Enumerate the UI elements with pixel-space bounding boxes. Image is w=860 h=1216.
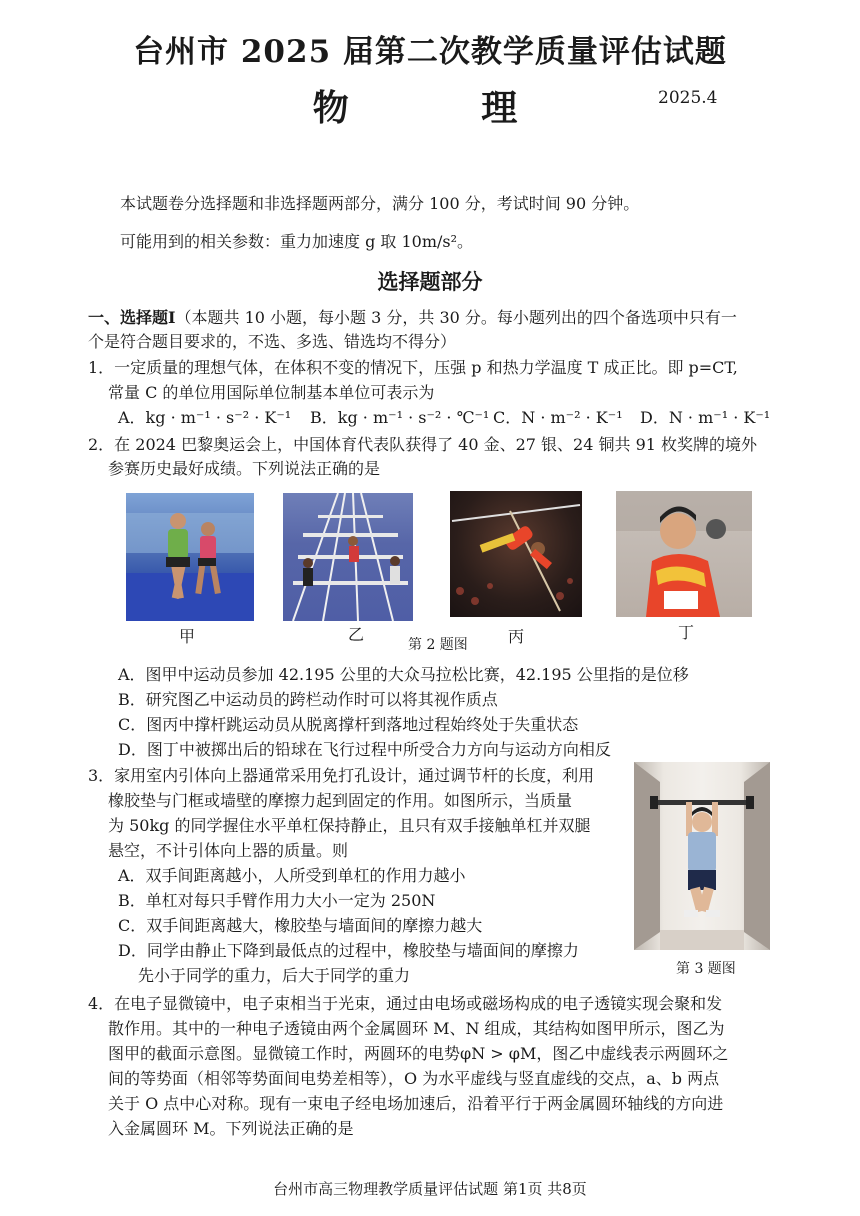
q4-stem-5: 关于 O 点中心对称。现有一束电子经电场加速后，沿着平行于两金属圆环轴线的方向进	[108, 1094, 724, 1113]
q3-option-b: B．单杠对每只手臂作用力大小一定为 250N	[118, 891, 436, 910]
q2-option-b: B．研究图乙中运动员的跨栏动作时可以将其视作质点	[118, 690, 498, 709]
q1-option-d: D．N · m⁻¹ · K⁻¹	[640, 408, 771, 427]
photo-label-jia: 甲	[179, 627, 196, 646]
q2-stem-2: 参赛历史最好成绩。下列说法正确的是	[108, 459, 381, 478]
subject-title: 物 理	[312, 87, 578, 129]
q2-option-d: D．图丁中被掷出后的铅球在飞行过程中所受合力方向与运动方向相反	[118, 740, 611, 759]
photo-label-yi: 乙	[348, 625, 365, 644]
exam-title: 台州市 2025 届第二次教学质量评估试题	[133, 34, 727, 70]
q3-option-a: A．双手间距离越小，人所受到单杠的作用力越小	[118, 866, 466, 885]
q4-stem-4: 间的等势面（相邻等势面间电势差相等），O 为水平虚线与竖直虚线的交点，a、b 两点	[108, 1069, 720, 1088]
page-footer: 台州市高三物理教学质量评估试题 第1页 共8页	[273, 1180, 587, 1198]
part1-heading-line-1	[88, 306, 737, 330]
q4-stem-3: 图甲的截面示意图。显微镜工作时，两圆环的电势φN > φM，图乙中虚线表示两圆环之	[108, 1044, 729, 1063]
q2-stem-1: 2．在 2024 巴黎奥运会上，中国体育代表队获得了 40 金、27 银、24 铜共 91 枚奖牌的境外	[88, 435, 758, 454]
q4-stem-2: 散作用。其中的一种电子透镜由两个金属圆环 M、N 组成，其结构如图甲所示，图乙为	[108, 1019, 725, 1038]
q3-stem-4: 悬空，不计引体向上器的质量。则	[108, 841, 349, 860]
q2-option-c: C．图丙中撑杆跳运动员从脱离撑杆到落地过程始终处于失重状态	[118, 715, 579, 734]
q3-stem-2: 橡胶垫与门框或墙壁的摩擦力起到固定的作用。如图所示，当质量	[108, 791, 573, 810]
q4-stem-6: 入金属圆环 M。下列说法正确的是	[108, 1119, 354, 1138]
intro-line-2: 可能用到的相关参数：重力加速度 g 取 10m/s²。	[120, 232, 474, 251]
q1-stem-2: 常量 C 的单位用国际单位制基本单位可表示为	[108, 383, 435, 402]
q3-stem-3: 为 50kg 的同学握住水平单杠保持静止，且只有双手接触单杠并双腿	[108, 816, 591, 835]
q2-option-a: A．图甲中运动员参加 42.195 公里的大众马拉松比赛，42.195 公里指的是位移	[118, 665, 689, 684]
exam-date: 2025.4	[658, 88, 718, 108]
q3-option-d-cont: 先小于同学的重力，后大于同学的重力	[138, 966, 411, 985]
part1-desc-1: （本题共 10 小题，每小题 3 分，共 30 分。每小题列出的四个备选项中只有一	[175, 308, 737, 327]
photo-hurdles	[283, 493, 413, 621]
photo-pole-vault	[450, 491, 582, 617]
photo-label-bing: 丙	[508, 627, 525, 646]
photo-marathon	[126, 493, 254, 621]
q3-figure-caption: 第 3 题图	[676, 961, 736, 977]
q1-option-a: A．kg · m⁻¹ · s⁻² · K⁻¹	[118, 408, 292, 427]
q3-option-c: C．双手间距离越大，橡胶垫与墙面间的摩擦力越大	[118, 916, 483, 935]
photo-pull-up	[634, 762, 770, 950]
q1-option-b: B．kg · m⁻¹ · s⁻² · ℃⁻¹	[310, 408, 490, 427]
part1-desc-2: 个是符合题目要求的，不选、多选、错选均不得分）	[88, 332, 457, 351]
section-title: 选择题部分	[377, 269, 483, 294]
q3-stem-1: 3．家用室内引体向上器通常采用免打孔设计，通过调节杆的长度，利用	[88, 766, 595, 785]
q3-option-d: D．同学由静止下降到最低点的过程中，橡胶垫与墙面间的摩擦力	[118, 941, 579, 960]
q2-figure-caption: 第 2 题图	[408, 637, 468, 653]
photo-label-ding: 丁	[678, 623, 695, 642]
q4-stem-1: 4．在电子显微镜中，电子束相当于光束，通过由电场或磁场构成的电子透镜实现会聚和发	[88, 994, 723, 1013]
part1-heading: 一、选择题Ⅰ	[88, 308, 176, 327]
q1-stem-1: 1．一定质量的理想气体，在体积不变的情况下，压强 p 和热力学温度 T 成正比。即 p=CT,	[88, 358, 738, 377]
intro-line-1: 本试题卷分选择题和非选择题两部分，满分 100 分，考试时间 90 分钟。	[120, 194, 640, 213]
q1-option-c: C．N · m⁻² · K⁻¹	[493, 408, 623, 427]
photo-shot-put	[616, 491, 752, 617]
